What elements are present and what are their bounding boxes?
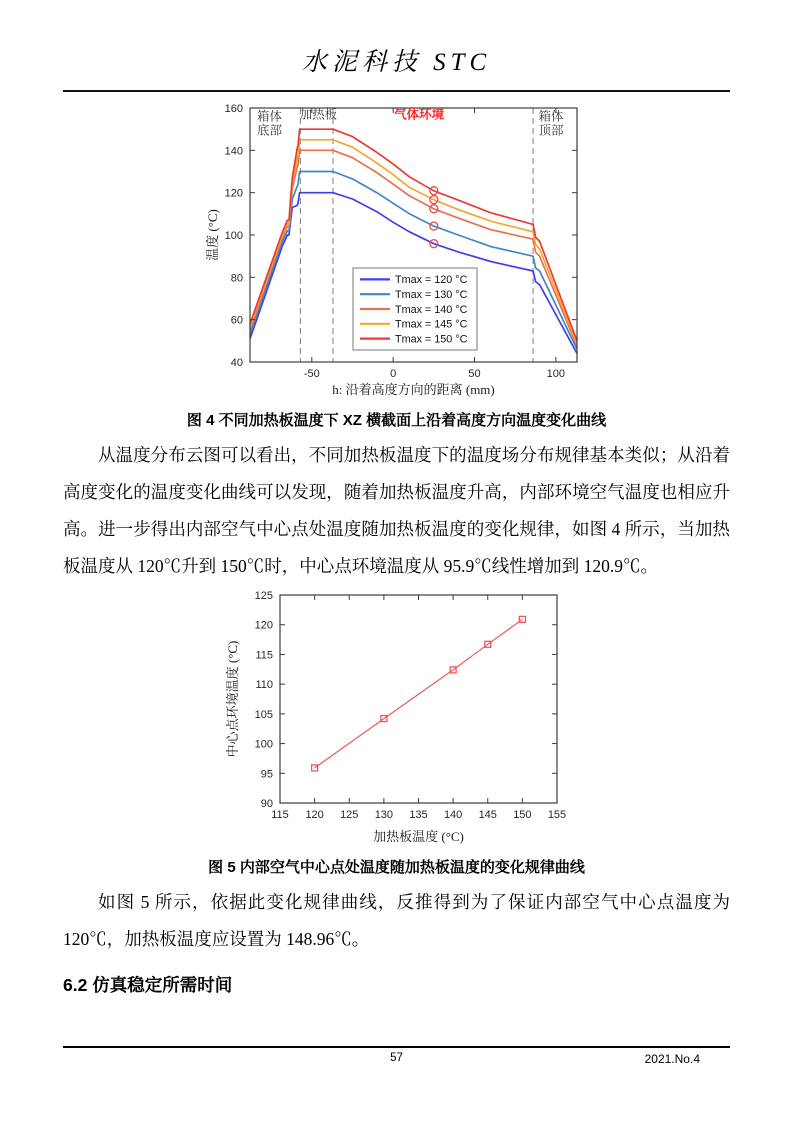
- svg-text:气体环境: 气体环境: [394, 107, 445, 122]
- figure4-caption: 图 4 不同加热板温度下 XZ 横截面上沿着高度方向温度变化曲线: [186, 412, 607, 429]
- svg-text:0: 0: [390, 368, 397, 380]
- svg-text:加热板: 加热板: [299, 107, 338, 122]
- svg-text:60: 60: [230, 314, 243, 327]
- svg-text:90: 90: [260, 798, 273, 810]
- svg-text:-50: -50: [303, 368, 320, 380]
- svg-text:加热板温度 (°C): 加热板温度 (°C): [373, 829, 464, 844]
- svg-text:40: 40: [230, 357, 243, 369]
- svg-text:155: 155: [547, 809, 567, 821]
- figure5-line-chart: [224, 587, 569, 849]
- svg-text:160: 160: [224, 103, 243, 115]
- svg-text:115: 115: [255, 649, 273, 662]
- svg-text:145: 145: [478, 809, 497, 821]
- svg-text:125: 125: [340, 809, 359, 821]
- svg-text:顶部: 顶部: [538, 123, 564, 138]
- svg-text:120: 120: [224, 187, 243, 200]
- footer-rule: [63, 1046, 730, 1048]
- section-heading: 6.2 仿真稳定所需时间: [63, 975, 233, 995]
- svg-text:120: 120: [254, 619, 273, 632]
- svg-text:100: 100: [254, 738, 273, 751]
- svg-text:140: 140: [224, 145, 243, 158]
- svg-text:105: 105: [254, 708, 273, 721]
- svg-text:Tmax = 145 °C: Tmax = 145 °C: [395, 318, 468, 331]
- svg-text:50: 50: [468, 368, 481, 380]
- svg-text:95: 95: [260, 768, 273, 781]
- page-footer: [63, 1046, 730, 1064]
- svg-text:110: 110: [255, 679, 273, 692]
- svg-text:130: 130: [374, 809, 394, 821]
- svg-text:120: 120: [305, 809, 324, 821]
- svg-text:100: 100: [224, 230, 243, 242]
- svg-text:100: 100: [546, 368, 566, 380]
- figure4-line-chart: [204, 102, 589, 402]
- svg-text:140: 140: [443, 809, 463, 821]
- svg-text:h: 沿着高度方向的距离 (mm): h: 沿着高度方向的距离 (mm): [332, 382, 495, 397]
- svg-text:135: 135: [409, 809, 428, 821]
- paragraph-2: 如图 5 所示，依据此变化规律曲线，反推得到为了保证内部空气中心点温度为 120℃，加热板温度应设置为 148.96℃。: [63, 892, 730, 949]
- svg-text:底部: 底部: [257, 123, 283, 138]
- svg-text:115: 115: [271, 809, 289, 821]
- figure-5: [63, 587, 730, 877]
- svg-text:Tmax = 140 °C: Tmax = 140 °C: [395, 303, 468, 316]
- svg-text:中心点环境温度 (°C): 中心点环境温度 (°C): [225, 640, 240, 758]
- svg-text:150: 150: [513, 809, 532, 821]
- svg-text:80: 80: [230, 272, 243, 285]
- paragraph-1: 从温度分布云图可以看出，不同加热板温度下的温度场分布规律基本类似；从沿着高度变化的温度变化曲线可以发现，随着加热板温度升高，内部环境空气温度也相应升高。进一步得出内部空气中心点处温度随加热板温度的变化规律，如图 4 所示，当加热板温度从 120℃升到 150℃时，中心点环境温度从 95.9℃线性增加到 120.9℃。: [63, 445, 730, 576]
- svg-text:125: 125: [254, 590, 273, 602]
- svg-text:Tmax = 120 °C: Tmax = 120 °C: [395, 274, 468, 287]
- figure5-caption: 图 5 内部空气中心点处温度随加热板温度的变化规律曲线: [208, 859, 585, 876]
- svg-text:箱体: 箱体: [257, 109, 283, 124]
- page-number: 57: [390, 1052, 403, 1064]
- svg-text:Tmax = 130 °C: Tmax = 130 °C: [395, 289, 468, 301]
- svg-text:Tmax = 150 °C: Tmax = 150 °C: [395, 333, 468, 346]
- journal-title: 水泥科技 STC: [301, 49, 492, 76]
- header-rule: [63, 90, 730, 92]
- issue-label: 2021.No.4: [644, 1052, 700, 1066]
- svg-text:温度 (°C): 温度 (°C): [205, 209, 220, 261]
- figure-4: [63, 102, 730, 430]
- svg-text:箱体: 箱体: [538, 109, 564, 124]
